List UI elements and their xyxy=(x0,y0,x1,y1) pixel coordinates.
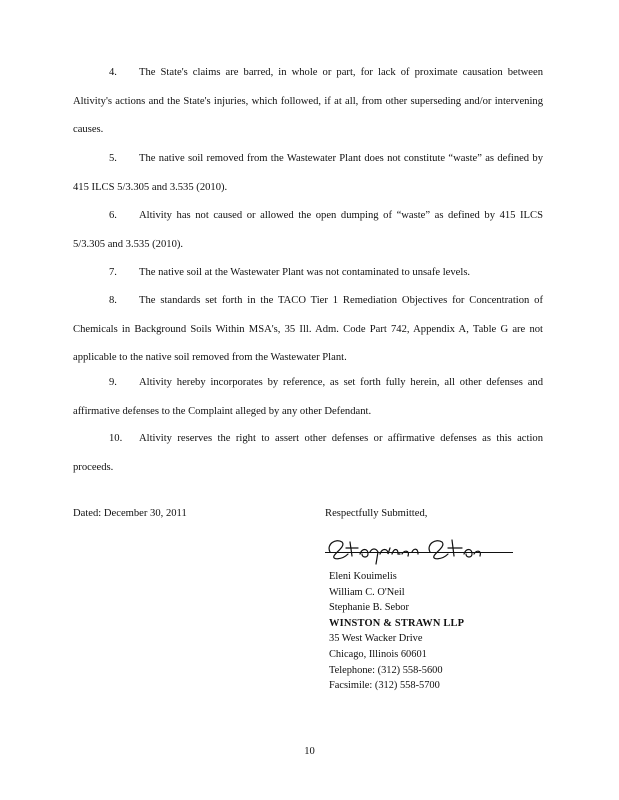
dated-line: Dated: December 30, 2011 xyxy=(73,508,187,519)
paragraph-number: 10. xyxy=(109,433,123,444)
paragraph-number: 8. xyxy=(109,295,117,306)
paragraph-10 xyxy=(73,425,543,482)
paragraph-5 xyxy=(73,145,543,202)
paragraph-number: 7. xyxy=(109,267,117,278)
paragraph-8 xyxy=(73,287,543,373)
paragraph-text: Altivity reserves the right to assert other defenses or affirmative defenses as this action proceeds. xyxy=(73,433,543,473)
paragraph-text: The native soil removed from the Wastewater Plant does not constitute “waste” as defined by 415 ILCS 5/3.305 and 3.535 (2010). xyxy=(73,153,543,193)
attorney-name: Stephanie B. Sebor xyxy=(329,602,409,614)
paragraph-number: 4. xyxy=(109,67,117,78)
facsimile: Facsimile: (312) 558-5700 xyxy=(329,680,440,692)
firm-name: WINSTON & STRAWN LLP xyxy=(329,617,465,629)
paragraph-number: 9. xyxy=(109,377,117,388)
paragraph-7 xyxy=(73,259,543,288)
attorney-name: Eleni Kouimelis xyxy=(329,571,397,582)
paragraph-text: Altivity has not caused or allowed the open dumping of “waste” as defined by 415 ILCS 5/3.305 and 3.535 (2010). xyxy=(73,210,543,250)
handwritten-signature xyxy=(322,530,518,566)
page-number: 10 xyxy=(304,746,315,757)
respectfully-submitted: Respectfully Submitted, xyxy=(325,508,428,519)
attorney-block xyxy=(329,569,464,694)
telephone: Telephone: (312) 558-5600 xyxy=(329,664,443,676)
paragraph-text: The standards set forth in the TACO Tier 1 Remediation Objectives for Concentration of Chemicals in Background Soils Within MSA's, 35 Ill. Adm. Code Part 742, Appendix A, Table G are not applicable to the native soil removed from the Wastewater Plant. xyxy=(73,295,543,364)
paragraph-text: The State's claims are barred, in whole or part, for lack of proximate causation between Altivity's actions and the State's injuries, which followed, if at all, from other superseding and/or intervening causes. xyxy=(73,67,543,136)
paragraph-6 xyxy=(73,202,543,259)
attorney-name: William C. O'Neil xyxy=(329,586,405,598)
paragraph-text: The native soil at the Wastewater Plant was not contaminated to unsafe levels. xyxy=(139,267,471,278)
address-line: Chicago, Illinois 60601 xyxy=(329,648,427,660)
paragraph-number: 5. xyxy=(109,153,117,164)
signature-line xyxy=(325,552,513,553)
address-line: 35 West Wacker Drive xyxy=(329,633,423,645)
paragraph-9 xyxy=(73,369,543,426)
paragraph-number: 6. xyxy=(109,210,117,221)
paragraph-4 xyxy=(73,59,543,145)
paragraph-text: Altivity hereby incorporates by reference, as set forth fully herein, all other defenses and affirmative defenses to the Complaint alleged by any other Defendant. xyxy=(73,377,543,417)
